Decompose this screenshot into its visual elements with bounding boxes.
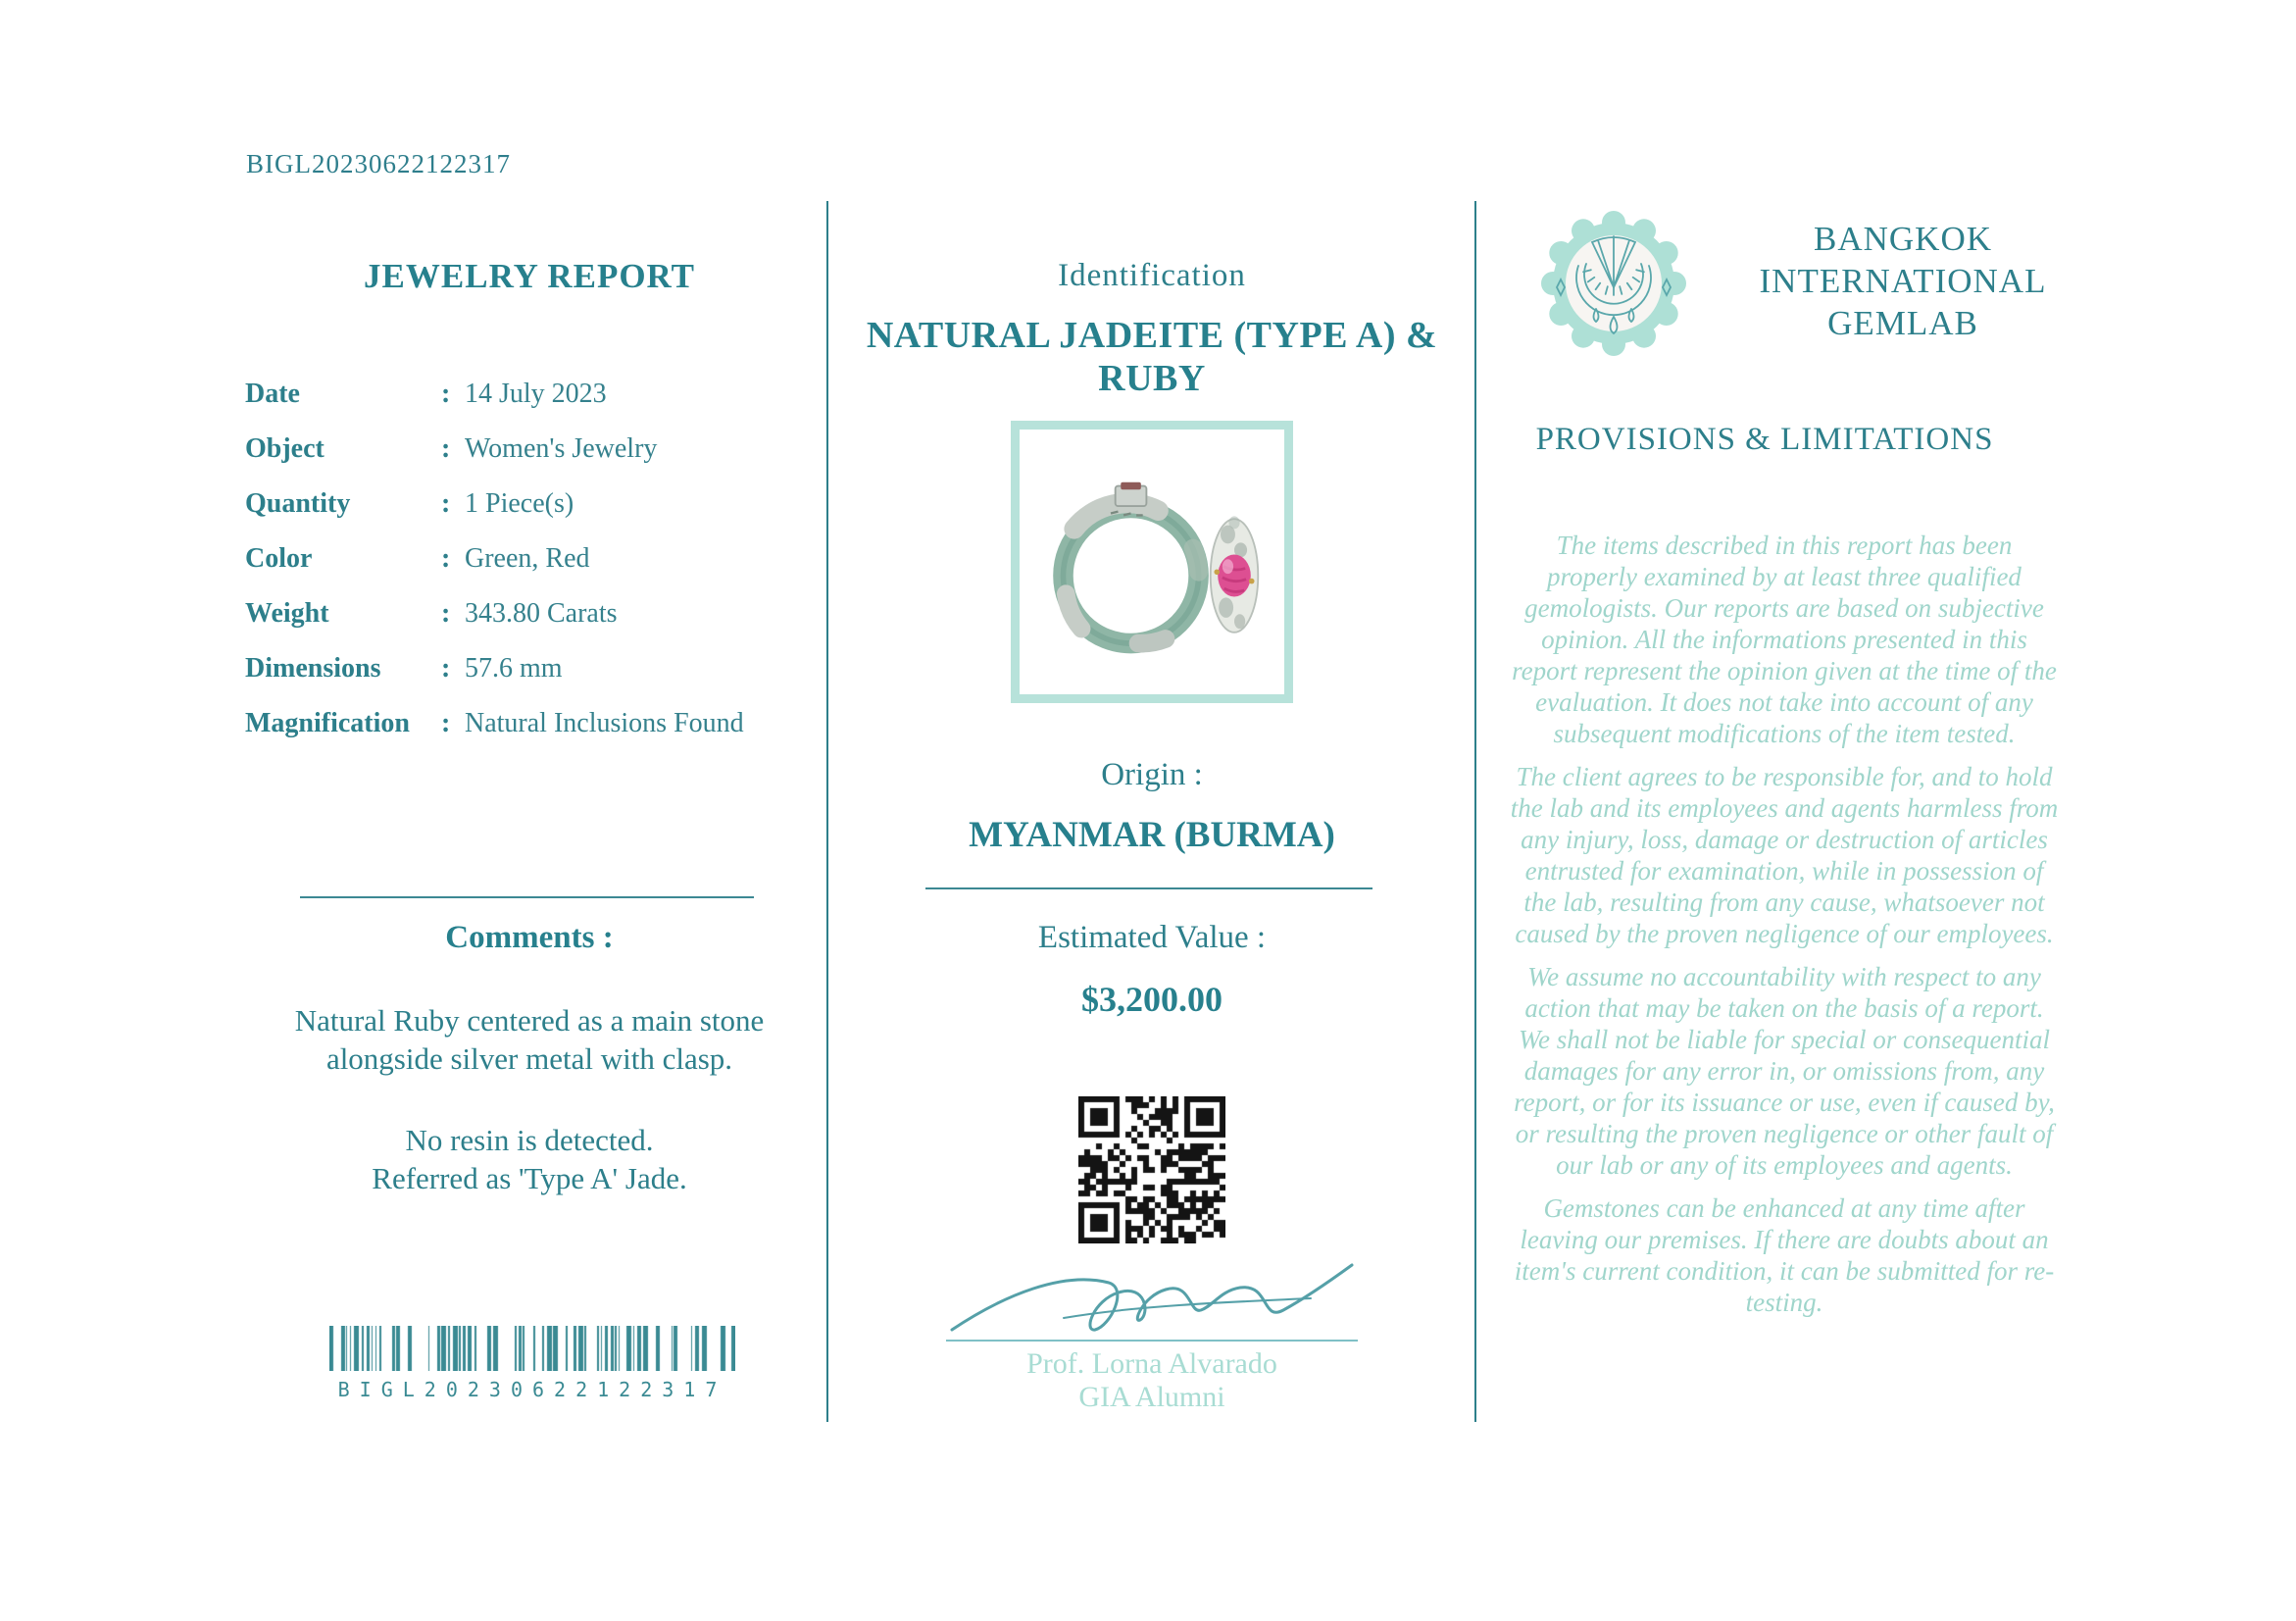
lab-name: BANGKOK INTERNATIONAL GEMLAB [1759,220,2047,342]
identification-value: NATURAL JADEITE (TYPE A) & RUBY [866,315,1438,399]
jewelry-photo [1011,421,1293,703]
report-number: BIGL20230622122317 [246,149,511,178]
field-colon: : [441,543,451,574]
qr-code-image [1078,1096,1225,1243]
report-details-table [245,367,814,751]
field-value: 57.6 mm [465,653,563,684]
signatory-name: Prof. Lorna Alvarado [1026,1347,1277,1380]
gemlab-logo-icon [1535,204,1692,363]
provisions-title: PROVISIONS & LIMITATIONS [1535,422,1994,457]
field-value: Natural Inclusions Found [465,708,744,738]
page-title: JEWELRY REPORT [364,257,695,295]
origin-value: MYANMAR (BURMA) [969,815,1335,855]
identification-label: Identification [1058,258,1246,293]
field-value: Women's Jewelry [465,433,658,464]
comments-title: Comments : [445,920,614,955]
field-label: Magnification [245,708,410,738]
table-row-magnification [245,696,814,751]
comment-text: No resin is detected. [405,1123,654,1157]
comment-text: Referred as 'Type A' Jade. [372,1161,687,1195]
field-colon: : [441,653,451,684]
signature-divider [946,1340,1358,1342]
barcode [329,1326,735,1401]
field-colon: : [441,488,451,519]
field-value: Green, Red [465,543,590,574]
provisions-paragraph: Gemstones can be enhanced at any time after leaving our premises. If there are doubts about an item's current condition, it can be submitted for re-testing. [1514,1193,2055,1317]
field-colon: : [441,708,451,738]
signatory-credential: GIA Alumni [1078,1381,1225,1413]
comments-divider [300,896,754,898]
field-value: 343.80 Carats [465,598,618,629]
field-label: Quantity [245,488,351,519]
jewelry-photo-illustration [1028,438,1275,685]
field-label: Object [245,433,324,464]
field-label: Dimensions [245,653,381,684]
estimated-value: $3,200.00 [1081,980,1223,1019]
column-divider-left [826,201,828,1422]
barcode-image [329,1326,735,1371]
comment-text: Natural Ruby centered as a main stone alongside silver metal with clasp. [294,1003,765,1076]
field-label: Date [245,379,300,409]
origin-label: Origin : [1101,757,1203,792]
field-colon: : [441,379,451,409]
field-label: Color [245,543,313,574]
gemlab-badge-icon [1535,204,1692,363]
field-colon: : [441,598,451,629]
provisions-paragraph: The items described in this report has been properly examined by at least three qualified gemologists. Our reports are based on subjective opinion. All the informations presented in this report represent the opinion given at the time of the evaluation. It does not take into account of any subsequent modifications of the item tested. [1512,531,2057,748]
field-value: 14 July 2023 [465,379,607,409]
ruby-clasp-piece [1211,516,1259,633]
provisions-text [1510,530,2059,1330]
table-row-color [245,532,814,586]
table-row-date [245,367,814,422]
estimated-value-label: Estimated Value : [1037,920,1267,955]
signature [946,1253,1358,1343]
field-colon: : [441,433,451,464]
field-label: Weight [245,598,329,629]
provisions-paragraph: We assume no accountability with respect to any action that may be taken on the basis of a report. We shall not be liable for special or consequential damages for any error in, or omissions from, any report, or for its issuance or use, even if caused by, or resulting the proven negligence or other fault of our lab or any of its employees and agents. [1514,962,2055,1180]
qr-code [1078,1096,1225,1243]
provisions-paragraph: The client agrees to be responsible for, and to hold the lab and its employees and agents harmless from any injury, loss, damage or destruction of articles entrusted for examination, while in possession of the lab, resulting from any cause, whatsoever not caused by the proven negligence of our employees. [1510,762,2059,948]
table-row-object [245,422,814,477]
table-row-dimensions [245,641,814,696]
value-divider [925,887,1373,889]
table-row-quantity [245,477,814,532]
field-value: 1 Piece(s) [465,488,574,519]
table-row-weight [245,586,814,641]
barcode-text: BIGL20230622122317 [337,1378,727,1401]
column-divider-right [1474,201,1476,1422]
